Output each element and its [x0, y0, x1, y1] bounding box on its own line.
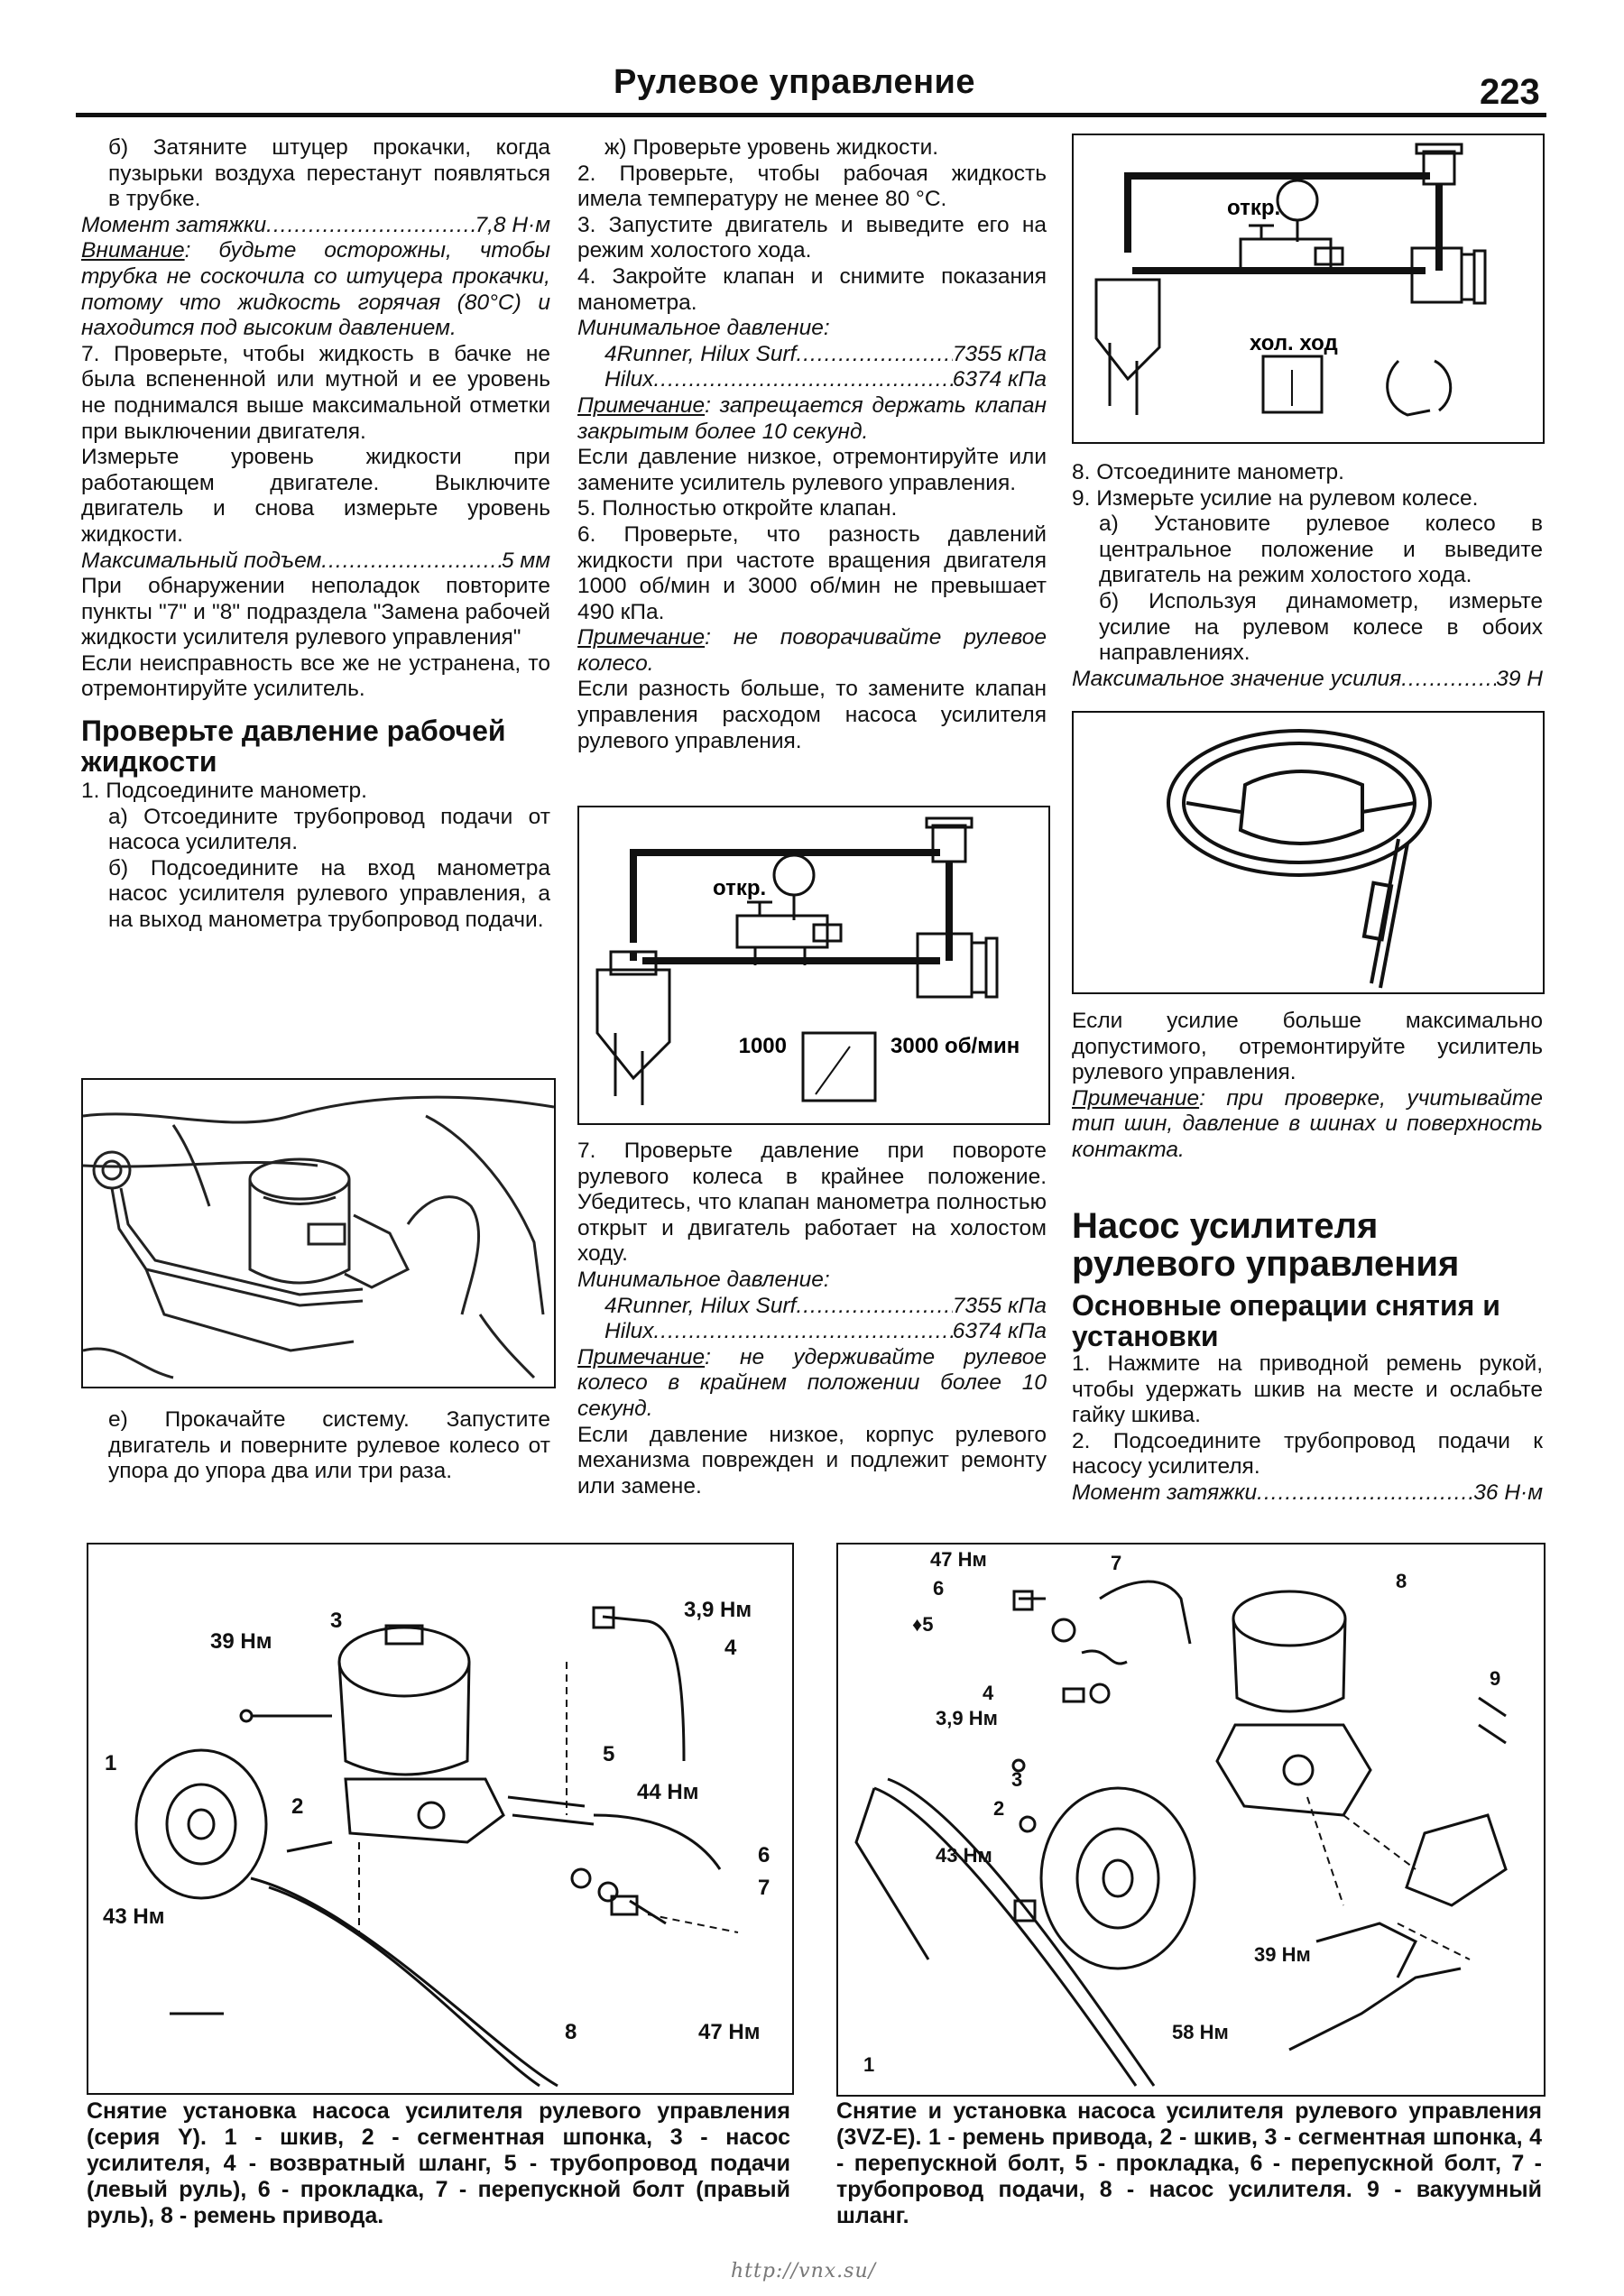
spec-label: Максимальный подъем [81, 548, 322, 573]
spec-value: 5 мм [501, 548, 550, 573]
paragraph: Если давление низкое, корпус рулевого механизма поврежден и подлежит ремонту или замене. [577, 1422, 1047, 1498]
step: ж) Проверьте уровень жидкости. [604, 135, 939, 160]
label-7: 7 [1111, 1552, 1122, 1574]
paragraph: 7. Проверьте, чтобы жидкость в бачке не была вспененной или мутной и ее уровень не поднимался выше максимальной отметки при выключении двигателя. [81, 341, 550, 444]
paragraph: Если давление низкое, отремонтируйте или замените усилитель рулевого управления. [577, 445, 1047, 495]
subsection-heading: Основные операции снятия и установки [1072, 1289, 1500, 1352]
min-pressure-label: Минимальное давление: [577, 316, 830, 341]
column-1-bottom [81, 1407, 550, 1485]
note-label: Примечание [1072, 1085, 1200, 1111]
column-2-bottom [577, 1139, 1047, 1499]
paragraph: Измерьте уровень жидкости при работающем двигателе. Выключите двигатель и снова измерьте уровень жидкости. [81, 445, 550, 547]
label-44nm: 44 Нм [637, 1780, 699, 1804]
idle-label: хол. ход [1250, 331, 1338, 355]
spec-label: Момент затяжки [81, 212, 267, 237]
figure-gauge-idle [1072, 134, 1545, 444]
column-1 [81, 135, 550, 934]
label-5: ♦5 [912, 1613, 934, 1636]
note-text: : не поворачивайте рулевое колесо. [577, 625, 1047, 676]
spec-label: 4Runner, Hilux Surf [604, 1293, 797, 1318]
column-3-mid [1072, 1009, 1543, 1164]
steering-wheel-illustration [1074, 713, 1543, 992]
label-47nm: 47 Нм [698, 2020, 761, 2044]
label-9: 9 [1490, 1667, 1501, 1690]
dot-leader [796, 342, 952, 368]
figure-pump-gauge [81, 1078, 556, 1388]
figure-steering-wheel [1072, 711, 1545, 994]
note-label: Примечание [577, 1344, 706, 1369]
step: 7. Проверьте давление при повороте рулевого колеса в крайнее положение. Убедитесь, что клапан манометра полностью открыт и двигатель работает на холостом ходу. [577, 1139, 1047, 1267]
spec-value: 6374 кПа [952, 367, 1047, 392]
step: 5. Полностью откройте клапан. [577, 496, 898, 521]
label-58nm: 58 Нм [1172, 2021, 1229, 2043]
valve-closed-label: откр. [1227, 196, 1281, 220]
figure-caption-right: Снятие и установка насоса усилителя рулевого управления (3VZ-E). 1 - ремень привода, 2 - шкив, 3 - сегментная шпонка, 4 - перепускной болт, 5 - прокладка, 6 - перепускной болт, 7 - трубопровод подачи, 8 - насос усилителя. 9 - вакуумный шланг. [836, 2098, 1542, 2228]
spec-value: 36 Н·м [1473, 1480, 1543, 1505]
rpm-high-label: 3000 об/мин [890, 1034, 1020, 1058]
warning-text: : будьте осторожны, чтобы трубка не соскочила со штуцера прокачки, потому что жидкость горячая (80°С) и находится под высоким давлением. [81, 238, 550, 341]
step: а) Установите рулевое колесо в центральное положение и выведите двигатель на режим холостого хода. [1099, 512, 1543, 588]
note-text: : запрещается держать клапан закрытым более 10 секунд. [577, 392, 1047, 444]
spec-line [81, 549, 550, 575]
gauge-rpm-diagram [579, 807, 1048, 1123]
section-heading: Проверьте давление рабочей жидкости [81, 715, 506, 779]
step: б) Используя динамометр, измерьте усилие на рулевом колесе в обоих направлениях. [1099, 588, 1543, 666]
note-label: Примечание [577, 392, 706, 418]
spec-value: 7355 кПа [952, 1293, 1047, 1318]
label-39nm: 39 Нм [210, 1629, 272, 1654]
dot-leader [266, 213, 475, 239]
rpm-low-label: 1000 [738, 1034, 787, 1058]
spec-value: 7355 кПа [952, 341, 1047, 366]
label-7: 7 [758, 1876, 770, 1900]
figure-caption-left: Снятие установка насоса усилителя рулевого управления (серия Y). 1 - шкив, 2 - сегментная шпонка, 3 - насос усилителя, 4 - возвратный шланг, 5 - трубопровод подачи (левый руль), 6 - прокладка, 7 - перепускной болт (правый руль), 8 - ремень привода. [87, 2098, 790, 2228]
spec-label: Hilux [604, 367, 654, 392]
note [577, 1345, 1047, 1423]
column-3 [1072, 460, 1543, 692]
step: 2. Подсоедините трубопровод подачи к насосу усилителя. [1072, 1428, 1543, 1480]
label-3: 3 [330, 1609, 343, 1633]
figure-gauge-rpm [577, 806, 1050, 1125]
spec-label: Максимальное значение усилия [1072, 666, 1402, 691]
note-text: : не удерживайте рулевое колесо в крайнем положении более 10 секунд. [577, 1344, 1047, 1421]
page-number: 223 [1480, 72, 1540, 112]
spec-value: 7,8 Н·м [475, 212, 550, 237]
step: 2. Проверьте, чтобы рабочая жидкость имела температуру не менее 80 °С. [577, 161, 1047, 212]
step: а) Отсоедините трубопровод подачи от насоса усилителя. [108, 804, 550, 855]
pump-gauge-illustration [83, 1080, 554, 1387]
dot-leader [653, 367, 952, 393]
label-4: 4 [983, 1682, 994, 1704]
label-43nm: 43 Нм [103, 1904, 165, 1929]
label-39nm: 39 Нм [1254, 1943, 1311, 1966]
label-8: 8 [565, 2020, 577, 2044]
step: 3. Запустите двигатель и выведите его на режим холостого хода. [577, 212, 1047, 263]
paragraph: При обнаружении неполадок повторите пункты "7" и "8" подраздела "Замена рабочей жидкости усилителя рулевого управления" [81, 574, 550, 650]
step: 1. Подсоедините манометр. [81, 779, 367, 804]
label-3-9nm: 3,9 Нм [936, 1707, 998, 1729]
step: 9. Измерьте усилие на рулевом колесе. [1072, 485, 1479, 511]
spec-line [577, 1319, 1047, 1345]
label-3: 3 [1011, 1768, 1023, 1791]
label-47nm: 47 Нм [930, 1548, 987, 1571]
warning-note [81, 238, 550, 341]
warning-label: Внимание [81, 238, 185, 263]
chapter-heading: Насос усилителя рулевого управления [1072, 1206, 1460, 1284]
gauge-idle-diagram [1074, 135, 1543, 442]
note [577, 393, 1047, 445]
note [1072, 1086, 1543, 1164]
dot-leader [321, 549, 502, 575]
label-6: 6 [758, 1843, 770, 1867]
label-1: 1 [105, 1751, 117, 1775]
step: 6. Проверьте, что разность давлений жидкости при частоте вращения двигателя 1000 об/мин и 3000 об/мин не превышает 490 кПа. [577, 521, 1047, 624]
label-8: 8 [1396, 1570, 1407, 1592]
valve-open-label: откр. [713, 876, 767, 900]
step: е) Прокачайте систему. Запустите двигатель и поверните рулевое колесо от упора до упора два или три раза. [108, 1407, 550, 1484]
note-label: Примечание [577, 625, 706, 650]
spec-line [1072, 667, 1543, 693]
spec-line [577, 367, 1047, 393]
label-3-9nm: 3,9 Нм [684, 1598, 752, 1622]
dot-leader [653, 1319, 952, 1345]
paragraph: б) Затяните штуцер прокачки, когда пузырьки воздуха перестанут появляться в трубке. [108, 135, 550, 212]
paragraph: Если неисправность все же не устранена, то отремонтируйте усилитель. [81, 650, 550, 702]
spec-value: 39 Н [1496, 666, 1543, 691]
spec-label: Момент затяжки [1072, 1480, 1258, 1505]
footer-url: http://vnx.su/ [731, 2260, 877, 2282]
spec-line [577, 342, 1047, 368]
label-1: 1 [863, 2053, 875, 2076]
dot-leader [796, 1294, 952, 1320]
dot-leader [1257, 1480, 1473, 1507]
min-pressure-label: Минимальное давление: [577, 1267, 830, 1292]
step: б) Подсоедините на вход манометра насос усилителя рулевого управления, а на выход манометра трубопровод подачи. [108, 855, 550, 933]
column-2 [577, 135, 1047, 754]
note-text: : при проверке, учитывайте тип шин, давление в шинах и поверхность контакта. [1072, 1085, 1543, 1162]
label-2: 2 [291, 1794, 304, 1819]
label-6: 6 [933, 1577, 945, 1600]
exploded-view-3vz-e [838, 1544, 1544, 2095]
step: 4. Закройте клапан и снимите показания манометра. [577, 263, 1047, 315]
exploded-view-series-y [88, 1544, 792, 2093]
label-4: 4 [724, 1636, 737, 1660]
label-5: 5 [603, 1742, 615, 1766]
dot-leader [1401, 667, 1496, 693]
spec-line [81, 213, 550, 239]
spec-label: Hilux [604, 1319, 654, 1344]
spec-label: 4Runner, Hilux Surf [604, 341, 797, 366]
note [577, 625, 1047, 677]
figure-pump-series-y [87, 1543, 794, 2095]
header-rule [76, 113, 1546, 117]
step: 8. Отсоедините манометр. [1072, 460, 1344, 484]
label-2: 2 [993, 1797, 1005, 1820]
page-title: Рулевое управление [614, 63, 976, 101]
spec-line [577, 1294, 1047, 1320]
spec-value: 6374 кПа [952, 1319, 1047, 1344]
spec-line [1072, 1480, 1543, 1507]
step: 1. Нажмите на приводной ремень рукой, чтобы удержать шкив на месте и ослабьте гайку шкива. [1072, 1351, 1543, 1428]
figure-pump-3vz-e [836, 1543, 1546, 2097]
paragraph: Если разность больше, то замените клапан управления расходом насоса усилителя рулевого управления. [577, 677, 1047, 753]
column-3-section [1072, 1207, 1543, 1507]
label-43nm: 43 Нм [936, 1844, 992, 1867]
paragraph: Если усилие больше максимально допустимого, отремонтируйте усилитель рулевого управления. [1072, 1009, 1543, 1085]
